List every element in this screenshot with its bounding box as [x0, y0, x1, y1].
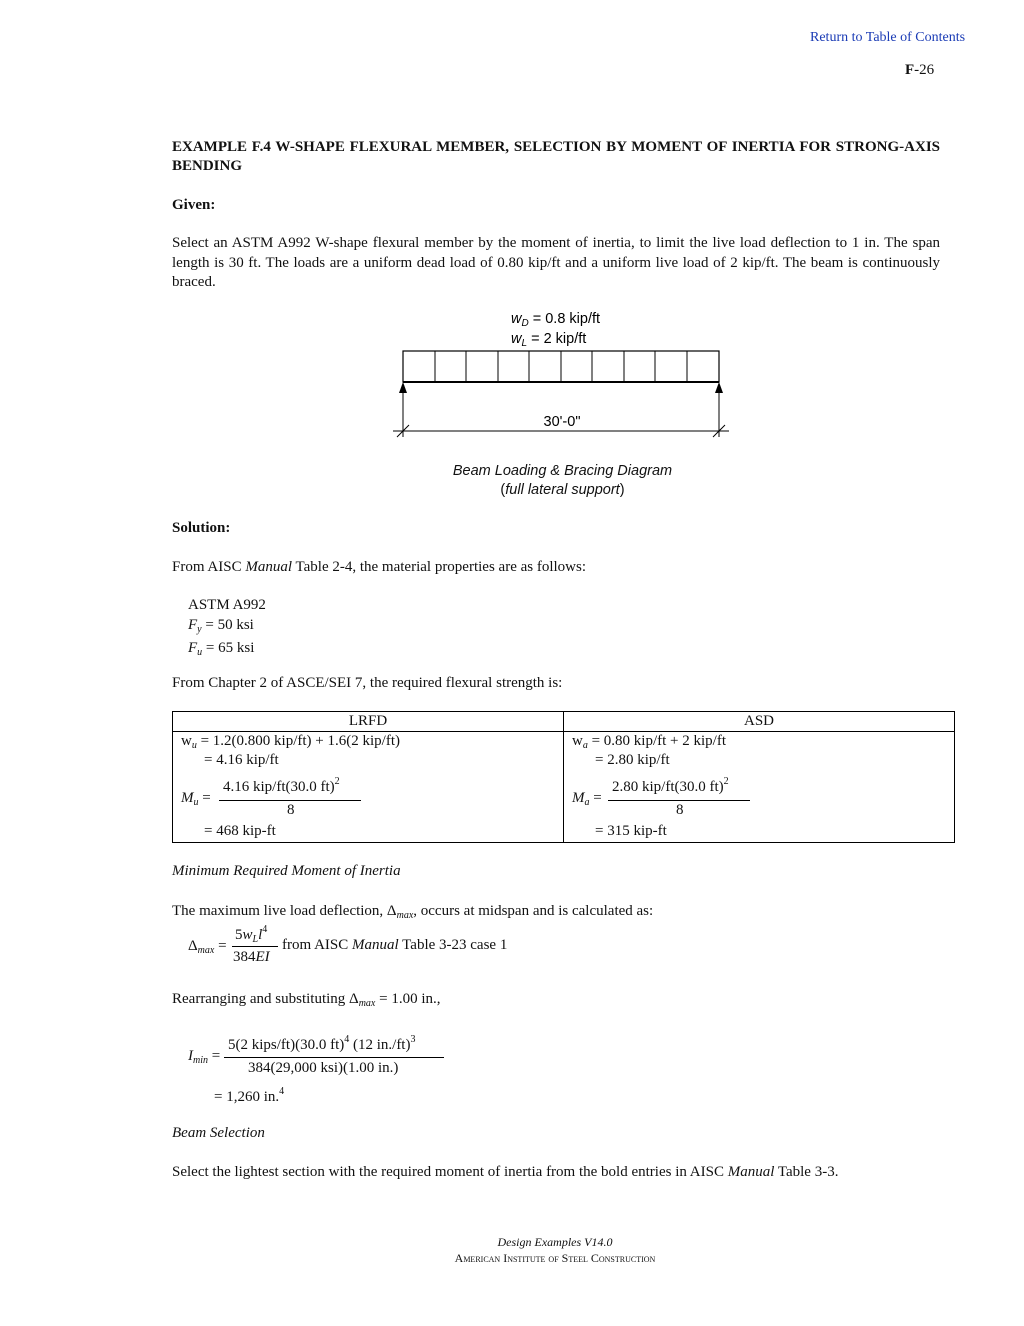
- diagram-caption-line1: Beam Loading & Bracing Diagram: [452, 463, 673, 479]
- delta-fraction-bar: [232, 946, 278, 947]
- rearranging-text: Rearranging and substituting $\Delta_{max} = 1.00$ in.,: [172, 991, 441, 1009]
- required-strength-table: [172, 711, 955, 843]
- lrfd-mu-result: = 468 kip-ft: [204, 823, 276, 839]
- return-to-toc-link[interactable]: Return to Table of Contents: [810, 30, 966, 45]
- span-length-label: 30'-0": [543, 414, 581, 430]
- lrfd-cell: [173, 732, 564, 843]
- inertia-heading: Minimum Required Moment of Inertia: [172, 863, 401, 879]
- asd-wa-line: $w_a = 0.80$ kip/ft + 2 kip/ft: [572, 733, 727, 751]
- solution-heading: Solution:: [172, 520, 231, 536]
- asd-ma-result: = 315 kip-ft: [595, 823, 667, 839]
- imin-fraction-bar: [224, 1057, 444, 1058]
- delta-numerator: $5w_Ll^4$: [235, 924, 268, 945]
- asd-ma-label: $M_a$ =: [572, 790, 602, 808]
- diagram-caption-line2: (full lateral support): [500, 482, 625, 498]
- deflection-equation: [188, 924, 588, 974]
- asd-ma-denominator: 8: [676, 802, 684, 818]
- beam-loading-diagram: [385, 305, 745, 455]
- given-heading: Given:: [172, 197, 216, 213]
- tensile-strength: $F_u = 65$ ksi: [188, 640, 255, 658]
- given-text: Select an ASTM A992 W-shape flexural member by the moment of inertia, to limit the live load deflection to 1 in. The span length is 30 ft. The loads are a uniform dead load of 0.80 kip/ft and a uniform live load of 2 kip/ft. The beam is continuously braced.: [172, 235, 940, 290]
- example-title: EXAMPLE F.4 W-SHAPE FLEXURAL MEMBER, SELECTION BY MOMENT OF INERTIA FOR STRONG-AXIS BENDING: [172, 139, 940, 174]
- asd-wa-result: = 2.80 kip/ft: [595, 752, 670, 768]
- table-header-row: [173, 712, 955, 732]
- left-support: [399, 382, 407, 393]
- beam-selection-text: Select the lightest section with the required moment of inertia from the bold entries in AISC Manual Table 3-3.: [172, 1164, 839, 1180]
- lrfd-fraction-bar: [219, 800, 361, 801]
- delta-denominator: 384EI: [233, 949, 270, 965]
- live-load-label: $w_L = 2$ kip/ft: [511, 331, 587, 349]
- strength-intro: From Chapter 2 of ASCE/SEI 7, the required flexural strength is:: [172, 675, 563, 691]
- delta-max-label: $\Delta_{max}$ =: [188, 938, 227, 956]
- imin-label: $I_{min}$ =: [188, 1048, 221, 1066]
- imin-numerator: 5(2 kips/ft)(30.0 ft)$^4$ (12 in./ft)$^3$: [228, 1034, 416, 1053]
- imin-equation: [188, 1030, 588, 1110]
- load-dividers: [435, 351, 687, 382]
- right-support: [715, 382, 723, 393]
- asd-fraction-bar: [608, 800, 750, 801]
- imin-denominator: 384(29,000 ksi)(1.00 in.): [248, 1060, 399, 1076]
- lrfd-header: LRFD: [173, 712, 564, 732]
- footer-aisc: American Institute of Steel Construction: [454, 1251, 656, 1265]
- material-intro: From AISC Manual Table 2-4, the material properties are as follows:: [172, 559, 587, 575]
- material-properties: [188, 596, 266, 663]
- footer-design-examples: Design Examples V14.0: [497, 1235, 613, 1249]
- beam-diagram-svg: [385, 305, 745, 455]
- lrfd-mu-label: $M_u$ =: [181, 790, 211, 808]
- asd-header: ASD: [564, 712, 955, 732]
- deflection-reference: from AISC Manual Table 3-23 case 1: [282, 937, 508, 953]
- page-number-suffix: -26: [914, 62, 935, 78]
- page-number: [905, 62, 934, 79]
- lrfd-wu-result: = 4.16 kip/ft: [204, 752, 279, 768]
- asd-cell: [564, 732, 955, 843]
- imin-result: = 1,260 in.$^4$: [214, 1086, 285, 1105]
- table-body-row: [173, 732, 955, 843]
- lrfd-mu-numerator: 4.16 kip/ft(30.0 ft)$^2$: [223, 776, 340, 795]
- beam-selection-heading: Beam Selection: [172, 1125, 265, 1141]
- lrfd-mu-denominator: 8: [287, 802, 295, 818]
- material-name: ASTM A992: [188, 597, 266, 613]
- lrfd-wu-line: $w_u = 1.2(0.800$ kip/ft) + 1.6(2 kip/ft): [181, 733, 400, 751]
- asd-ma-numerator: 2.80 kip/ft(30.0 ft)$^2$: [612, 776, 729, 795]
- dead-load-label: $w_D = 0.8$ kip/ft: [511, 311, 601, 329]
- page-number-prefix: F: [905, 62, 915, 78]
- yield-strength: $F_y = 50$ ksi: [188, 616, 254, 635]
- deflection-intro: The maximum live load deflection, $\Delta_{max}$, occurs at midspan and is calculated as:: [172, 903, 654, 921]
